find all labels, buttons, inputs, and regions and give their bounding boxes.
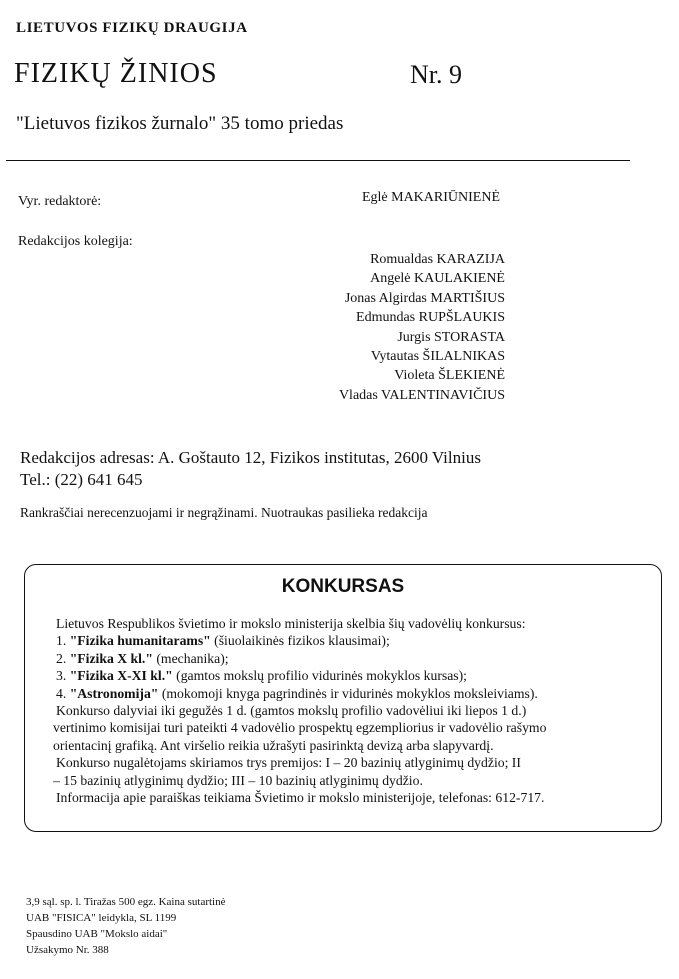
contest-text-line: – 15 bazinių atlyginimų dydžio; III – 10 bazinių atlyginimų dydžio.	[53, 772, 423, 788]
item-number: 1.	[56, 633, 67, 649]
editorial-phone: Tel.: (22) 641 645	[20, 470, 143, 489]
item-number: 2.	[56, 650, 67, 666]
contest-item	[53, 650, 658, 667]
organization-name: LIETUVOS FIZIKŲ DRAUGIJA	[16, 20, 248, 36]
contest-text-line: vertinimo komisijai turi pateikti 4 vadovėlio prospektų egzempliorius ir vadovėlio rašymo	[53, 720, 547, 736]
issue-number: Nr. 9	[410, 60, 462, 89]
imprint-line: Užsakymo Nr. 388	[26, 944, 109, 956]
item-description: (mokomoji knyga pagrindinės ir vidurinės mokyklos moksleiviams).	[158, 685, 538, 701]
manuscript-note: Rankraščiai nerecenzuojami ir negrąžinami. Nuotraukas pasilieka redakcija	[20, 505, 428, 520]
board-member: Jonas Algirdas MARTIŠIUS	[344, 290, 505, 306]
contest-heading: KONKURSAS	[281, 576, 405, 597]
contest-body	[53, 615, 658, 806]
editorial-address: Redakcijos adresas: A. Goštauto 12, Fizikos institutas, 2600 Vilnius	[20, 448, 481, 467]
board-member: Romualdas KARAZIJA	[370, 252, 505, 267]
item-description: (gamtos mokslų profilio vidurinės mokyklos kursas);	[172, 668, 467, 684]
item-title: "Fizika humanitarams"	[69, 633, 211, 649]
imprint-line: 3,9 sąl. sp. l. Tiražas 500 egz. Kaina sutartinė	[26, 896, 226, 908]
item-description: (mechanika);	[152, 650, 229, 666]
item-description: (šiuolaikinės fizikos klausimai);	[210, 633, 390, 649]
item-title: "Fizika X-XI kl."	[69, 668, 173, 684]
item-title: "Fizika X kl."	[69, 650, 153, 666]
board-member: Vladas VALENTINAVIČIUS	[338, 387, 505, 403]
board-member: Violeta ŠLEKIENĖ	[394, 368, 505, 384]
contest-text-line: Konkurso dalyviai iki gegužės 1 d. (gamtos mokslų profilio vadovėliui iki liepos 1 d.)	[56, 703, 527, 719]
contest-text-line: Konkurso nugalėtojams skiriamos trys premijos: I – 20 bazinių atlyginimų dydžio; II	[56, 755, 521, 771]
header-divider	[6, 160, 630, 161]
contest-intro: Lietuvos Respublikos švietimo ir mokslo ministerija skelbia šių vadovėlių konkursus:	[56, 616, 526, 631]
publication-title: FIZIKŲ ŽINIOS	[14, 58, 218, 89]
board-member: Angelė KAULAKIENĖ	[370, 271, 505, 287]
item-number: 4.	[56, 685, 67, 701]
editor-label: Vyr. redaktorė:	[18, 194, 102, 209]
imprint-line: Spausdino UAB "Mokslo aidai"	[26, 928, 168, 940]
board-member: Vytautas ŠILALNIKAS	[370, 349, 505, 365]
item-number: 3.	[56, 668, 67, 684]
editorial-board-list	[339, 250, 505, 405]
publication-subtitle: "Lietuvos fizikos žurnalo" 35 tomo priedas	[16, 113, 344, 134]
contest-item	[53, 632, 658, 649]
contest-text-line: orientacinį grafiką. Ant viršelio reikia užrašyti pasirinktą devizą arba slapyvardį.	[53, 737, 494, 753]
item-title: "Astronomija"	[69, 685, 159, 701]
editor-name: Eglė MAKARIŪNIENĖ	[361, 190, 500, 205]
board-member: Edmundas RUPŠLAUKIS	[356, 310, 505, 326]
board-label: Redakcijos kolegija:	[18, 234, 133, 249]
imprint-line: UAB "FISICA" leidykla, SL 1199	[26, 912, 177, 924]
contest-box	[24, 564, 662, 832]
contest-text-line: Informacija apie paraiškas teikiama Švietimo ir mokslo ministerijoje, telefonas: 612-717.	[56, 790, 545, 806]
board-member: Jurgis STORASTA	[397, 329, 505, 345]
imprint	[26, 894, 226, 958]
contest-item	[53, 667, 658, 684]
contest-item	[53, 685, 658, 702]
